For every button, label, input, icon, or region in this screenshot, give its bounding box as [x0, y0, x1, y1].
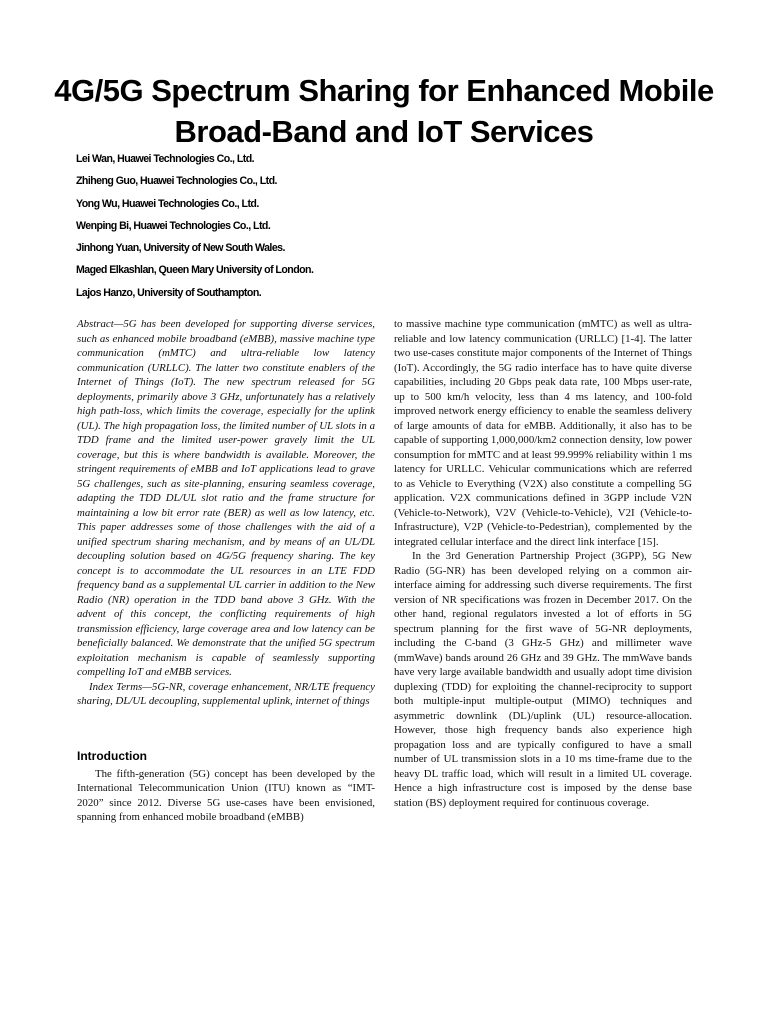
author-line: Lajos Hanzo, University of Southampton.	[76, 286, 262, 299]
introduction-heading: Introduction	[77, 748, 147, 763]
index-terms: Index Terms—5G-NR, coverage enhancement, NR/LTE frequency sharing, DL/UL decoupling, supplemental uplink, internet of things	[77, 680, 375, 707]
right-column	[394, 317, 692, 810]
paper-title: 4G/5G Spectrum Sharing for Enhanced Mobile Broad-Band and IoT Services	[54, 73, 714, 149]
author-line: Jinhong Yuan, University of New South Wales.	[76, 242, 285, 255]
intro-paragraph-1: The fifth-generation (5G) concept has been developed by the International Telecommunication Union (ITU) known as “IMT-2020” since 2012. Diverse 5G use-cases have been envisioned, spanning from enhanced mobile broadband (eMBB)	[77, 767, 375, 823]
intro-paragraph-2: In the 3rd Generation Partnership Project (3GPP), 5G New Radio (5G-NR) has been developed relying on a common air-interface aiming for addressing such diverse requirements. The first version of NR specifications was frozen in December 2017. On the other hand, regional regulators invested a lot of efforts in 5G spectrum planning for the first wave of 5G-NR deployments, including the C-band (3 GHz-5 GHz) and millimeter wave (mmWave) bands around 26 GHz and 39 GHz. The mmWave bands have very large available bandwidth and usually adopt time division duplexing (TDD) for exploiting the channel-reciprocity to support both multiple-input multiple-output (MIMO) techniques and asymmetric downlink (DL)/uplink (UL) resource-allocation. However, those high frequency bands also experience high propagation loss and are typically configured to have a small number of UL transmission slots in a 10 ms time-frame due to the heavy DL traffic load, which will result in a limited UL coverage. Hence a high infrastructure cost is imposed by the dense base station (BS) deployment required for continuous coverage.	[394, 550, 692, 809]
author-line: Wenping Bi, Huawei Technologies Co., Ltd.	[76, 219, 271, 232]
abstract	[77, 317, 375, 680]
author-line: Zhiheng Guo, Huawei Technologies Co., Ltd.	[76, 175, 277, 188]
author-line: Yong Wu, Huawei Technologies Co., Ltd.	[76, 197, 259, 210]
author-list	[76, 153, 696, 309]
abstract-text: Abstract—5G has been developed for supporting diverse services, such as enhanced mobile broadband (eMBB), massive machine type communication (mMTC) and ultra-reliable low latency communication (URLLC). The latter two constitute enablers of the Internet of Things (IoT). The new spectrum released for 5G deployments, primarily above 3 GHz, unfortunately has a relatively high path-loss, which limits the coverage, especially for the uplink (UL). The high propagation loss, the limited number of UL slots in a TDD frame and the limited user-power gravely limit the UL coverage, but this is where bandwidth is available. Moreover, the stringent requirements of eMBB and IoT applications lead to grave 5G challenges, such as site-planning, ensuring seamless coverage, adapting the TDD DL/UL slot ratio and the frame structure for maintaining a low bit error rate (BER) as well as low latency, etc. This paper addresses some of those challenges with the aid of a unified spectrum sharing mechanism, and by means of an UL/DL decoupling solution based on 4G/5G frequency sharing. The key concept is to accommodate the UL resources in an LTE FDD frequency band as a supplemental UL carrier in addition to the New Radio (NR) operation in the TDD band above 3 GHz. With the advent of this concept, the conflicting requirements of high transmission efficiency, large coverage area and low latency can be beneficially balanced. We demonstrate that the unified 5G spectrum exploitation mechanism is capable of seamlessly supporting compelling IoT and eMBB services.	[77, 318, 375, 678]
author-line: Lei Wan, Huawei Technologies Co., Ltd.	[76, 153, 255, 165]
intro-paragraph-1-continued: to massive machine type communication (mMTC) as well as ultra-reliable and low latency communication (URLLC) [1-4]. The latter two use-cases constitute major components of the Internet of Things (IoT). Accordingly, the 5G radio interface has to have quite diverse capabilities, including 20 Gbps peak data rate, 100 Mbps user-rate, up to 500 km/h velocity, less than 4 ms latency, and 100-fold improved network energy efficiency to enable the seamless delivery of large amounts of data for eMBB. Additionally, it also has to be capable of supporting 1,000,000/km2 connection density, low power consumption for mMTC and at least 99.999% reliability within 1 ms latency for URLLC. Vehicular communications which are referred to as Vehicle to Everything (V2X) also constitute a compelling 5G application. V2X communications defined in 3GPP include V2N (Vehicle-to-Network), V2V (Vehicle-to-Vehicle), V2I (Vehicle-to-Infrastructure), V2P (Vehicle-to-Pedestrian), complemented by the integrated cellular interface and the direct link interface [15].	[394, 318, 692, 548]
left-column	[77, 317, 375, 825]
author-line: Maged Elkashlan, Queen Mary University of London.	[76, 264, 314, 277]
